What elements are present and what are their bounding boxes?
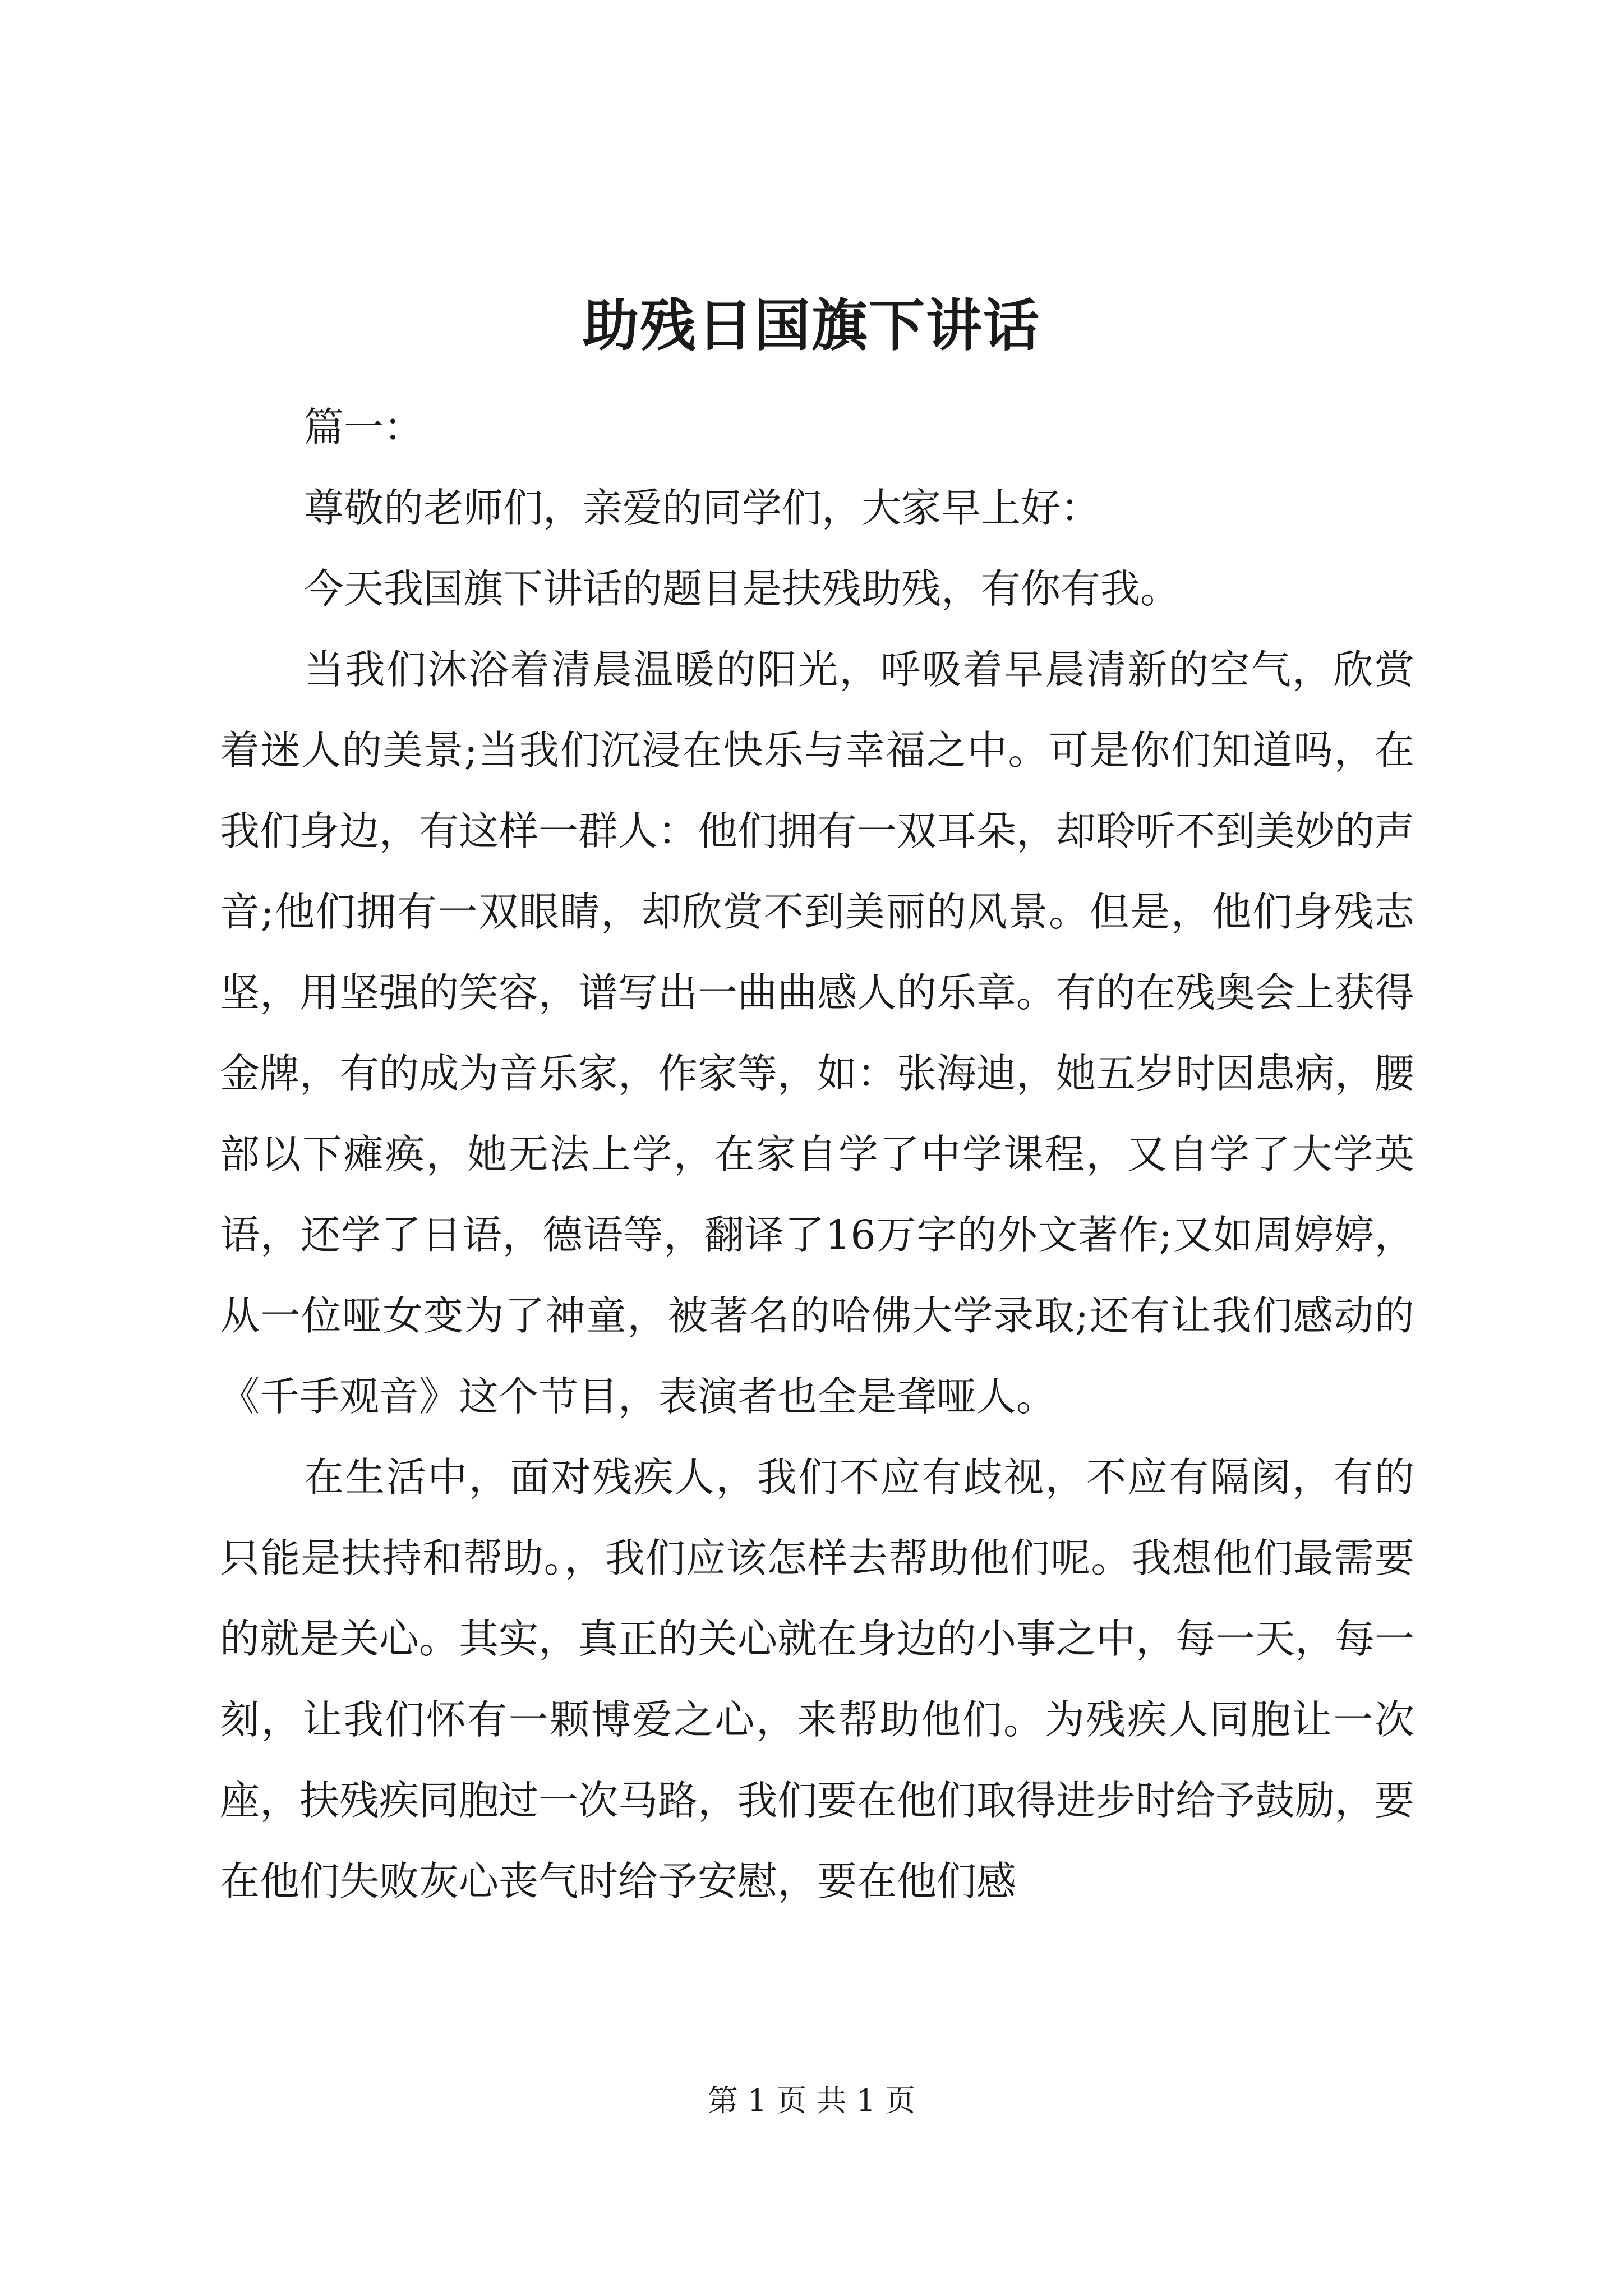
document-title: 助残日国旗下讲话 — [583, 292, 1040, 358]
page-footer: 第 1 页 共 1 页 — [707, 2083, 916, 2118]
topic-paragraph: 今天我国旗下讲话的题目是扶残助残，有你有我。 — [304, 565, 1181, 612]
document-body — [220, 387, 1414, 1922]
body-paragraph: 当我们沐浴着清晨温暖的阳光，呼吸着早晨清新的空气，欣赏着迷人的美景;当我们沉浸在快乐与幸福之中。可是你们知道吗，在我们身边，有这样一群人：他们拥有一双耳朵，却聆听不到美妙的声音;他们拥有一双眼睛，却欣赏不到美丽的风景。但是，他们身残志坚，用坚强的笑容，谱写出一曲曲感人的乐章。有的在残奥会上获得金牌，有的成为音乐家，作家等，如：张海迪，她五岁时因患病，腰部以下瘫痪，她无法上学，在家自学了中学课程，又自学了大学英语，还学了日语，德语等，翻译了16万字的外文著作;又如周婷婷，从一位哑女变为了神童，被著名的哈佛大学录取;还有让我们感动的《千手观音》这个节目，表演者也全是聋哑人。 — [220, 646, 1415, 1420]
greeting-paragraph: 尊敬的老师们，亲爱的同学们，大家早上好： — [304, 485, 1101, 531]
body-paragraph: 在生活中，面对残疾人，我们不应有歧视，不应有隔阂，有的只能是扶持和帮助。，我们应该怎样去帮助他们呢。我想他们最需要的就是关心。其实，真正的关心就在身边的小事之中，每一天，每一刻，让我们怀有一颗博爱之心，来帮助他们。为残疾人同胞让一次座，扶残疾同胞过一次马路，我们要在他们取得进步时给予鼓励，要在他们失败灰心丧气时给予安慰，要在他们感 — [220, 1454, 1415, 1904]
section-heading: 篇一： — [304, 404, 424, 450]
